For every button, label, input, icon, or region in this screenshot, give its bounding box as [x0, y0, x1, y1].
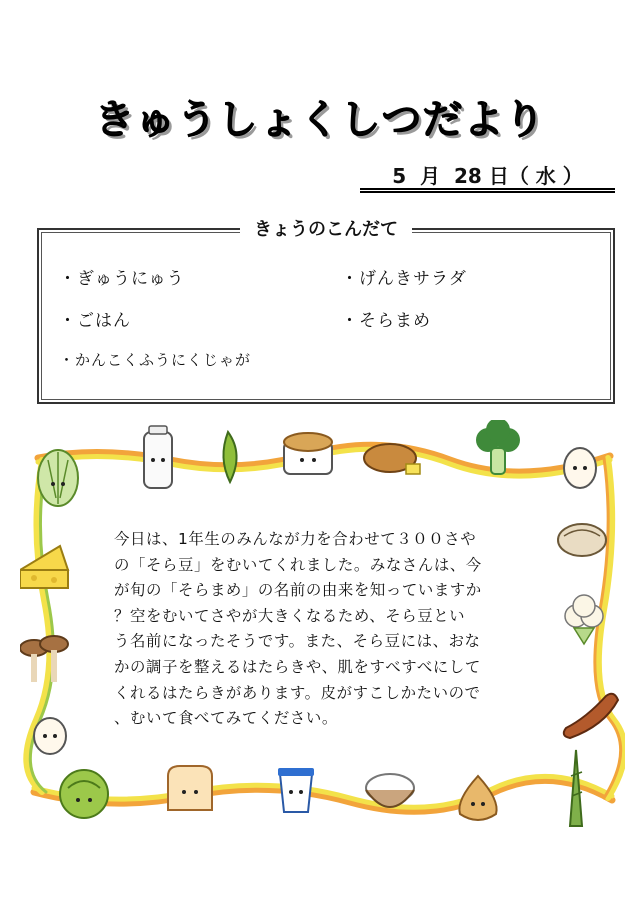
- onion-icon: [459, 776, 496, 820]
- menu-heading: [39, 215, 613, 241]
- cabbage-icon: [38, 450, 78, 506]
- menu-item-rice: ・ごはん: [59, 311, 131, 331]
- date-line: [360, 160, 615, 190]
- clam-icon: [558, 524, 606, 556]
- note-line: 今日は、1年生のみんなが力を合わせて３００さや: [114, 530, 477, 548]
- date-text: 5 月 28 日（ 水 ）: [392, 164, 583, 188]
- mushroom-icon: [20, 636, 68, 682]
- note-line: かの調子を整えるはたらきや、肌をすべすべにして: [114, 657, 481, 676]
- egg-icon: [564, 448, 596, 488]
- date-day: 28: [454, 164, 482, 188]
- natto-icon: [284, 433, 332, 474]
- note-text: [114, 527, 534, 732]
- page-title: きゅうしょくしつだより: [94, 97, 546, 143]
- date-month: 5: [392, 164, 407, 188]
- date-day-unit: 日: [488, 164, 509, 188]
- cabbage-bottom-icon: [60, 770, 108, 818]
- menu-box: [37, 219, 615, 404]
- note-line: 、むいて食べてみてください。: [114, 709, 338, 728]
- yogurt-icon: [278, 768, 314, 812]
- note-line: が旬の「そらまめ」の名前の由来を知っていますか: [114, 581, 482, 600]
- menu-item-broad-beans: ・そらまめ: [341, 311, 431, 331]
- lettuce-icon: [34, 718, 66, 754]
- menu-heading-text: きょうのこんだて: [240, 219, 412, 240]
- note-line: の「そら豆」をむいてくれました。みなさんは、今: [114, 555, 482, 574]
- milk-bottle-icon: [144, 426, 172, 488]
- note-line: ？空をむいてさやが大きくなるため、そら豆とい: [114, 606, 466, 625]
- toast-icon: [168, 766, 212, 810]
- cheese-icon: [20, 546, 68, 588]
- menu-item-milk: ・ぎゅうにゅう: [59, 269, 185, 289]
- note-line: う名前になったそうです。また、そら豆には、おな: [114, 632, 481, 651]
- okra-icon: [223, 432, 236, 482]
- menu-item-salad: ・げんきサラダ: [341, 269, 467, 289]
- note-line: くれるはたらきがあります。皮がすこしかたいので: [114, 683, 481, 702]
- date-weekday: 水: [535, 164, 556, 188]
- menu-item-nikujaga: ・かんこくふうにくじゃが: [59, 351, 252, 369]
- date-month-unit: 月: [420, 164, 441, 188]
